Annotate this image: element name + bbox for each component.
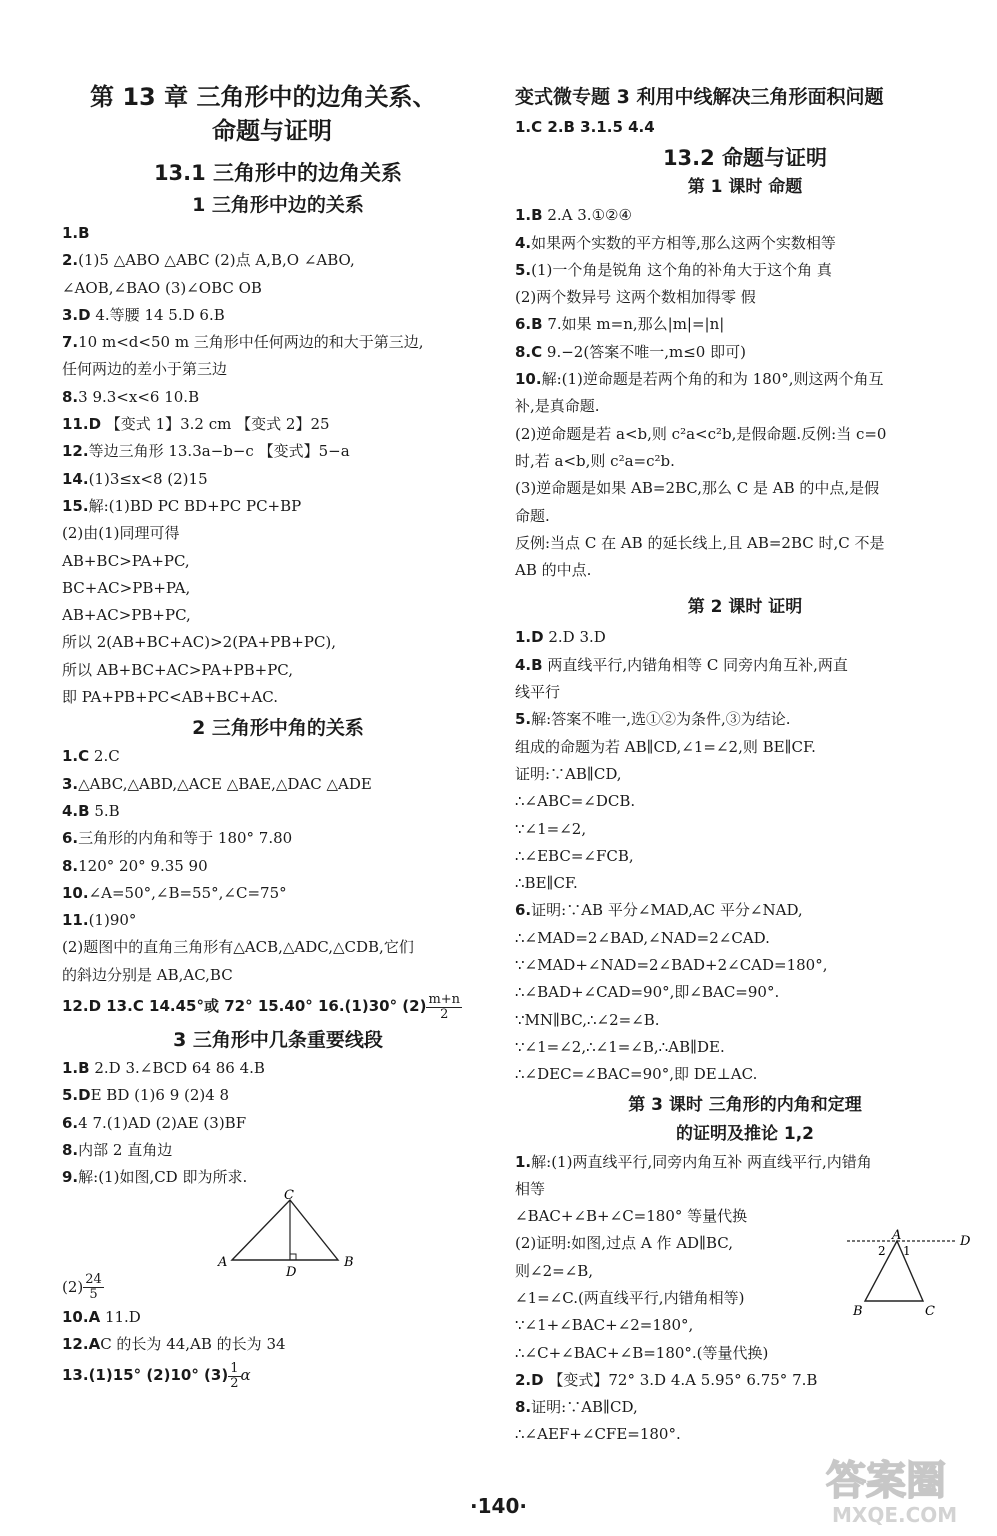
subsection-3-title: 3 三角形中几条重要线段 [173, 1029, 383, 1052]
answer-line: ∠1=∠C.(两直线平行,内错角相等) [515, 1288, 745, 1307]
section-13-1-title: 13.1 三角形中的边角关系 [153, 161, 403, 185]
answer-line: 所以 AB+BC+AC>PA+PB+PC, [62, 660, 294, 679]
answer-9-2: (2) [62, 1277, 84, 1296]
answer-line: ∠AOB,∠BAO (3)∠OBC OB [62, 278, 262, 297]
answer-line: (2)两个数异号 这两个数相加得零 假 [515, 288, 756, 307]
lesson-3-title-line1: 第 3 课时 三角形的内角和定理 [628, 1094, 862, 1115]
answer-line: 的斜边分别是 AB,AC,BC [62, 965, 233, 984]
answer-line: 7.10 m<d<50 m 三角形中任何两边的和大于第三边, [62, 333, 424, 352]
lesson-2-answers [515, 624, 975, 1088]
fraction [426, 993, 462, 1022]
fig2-angle-2: 2 [878, 1243, 886, 1258]
answer-line: 12.AC 的长为 44,AB 的长为 34 [62, 1334, 286, 1353]
fraction [83, 1273, 104, 1302]
answer-line: 6.证明:∵AB 平分∠MAD,AC 平分∠NAD, [515, 901, 803, 920]
watermark-logo [820, 1448, 985, 1528]
answer-line: 时,若 a<b,则 c²a=c²b. [515, 451, 675, 470]
answer-line: 1.B 2.A 3.①②④ [515, 206, 632, 225]
answer-line: 14.(1)3≤x<8 (2)15 [62, 469, 208, 488]
fig2-angle-1: 1 [903, 1243, 911, 1258]
answer-line: 2.D 【变式】72° 3.D 4.A 5.95° 6.75° 7.B [515, 1370, 818, 1389]
answer-12-16: 12.D 13.C 14.45°或 72° 15.40° 16.(1)30° (2) [62, 997, 427, 1016]
answer-13: 13.(1)15° (2)10° (3) [62, 1366, 229, 1385]
answer-line: ∴∠MAD=2∠BAD,∠NAD=2∠CAD. [515, 928, 770, 947]
fraction [228, 1362, 240, 1391]
answer-line: ∴BE∥CF. [515, 874, 578, 893]
lesson-3-block [515, 1149, 975, 1449]
answer-line: 12.等边三角形 13.3a−b−c 【变式】5−a [62, 442, 350, 461]
topic-title: 变式微专题 3 利用中线解决三角形面积问题 [515, 86, 884, 108]
answer-line: 1.解:(1)两直线平行,同旁内角互补 两直线平行,内错角 [515, 1152, 872, 1171]
answer-line: 15.解:(1)BD PC BD+PC PC+BP [62, 496, 302, 515]
answer-line: AB+BC>PA+PC, [62, 551, 190, 570]
subsection-3-answers [62, 1055, 494, 1191]
subsection-1-answers [62, 220, 494, 711]
fraction-numerator: 1 [230, 1360, 239, 1376]
answer-line: 则∠2=∠B, [515, 1261, 594, 1280]
answer-line: 5.(1)一个角是锐角 这个角的补角大于这个角 真 [515, 260, 832, 279]
fraction-numerator: 24 [85, 1272, 102, 1287]
fig2-label-b: B [853, 1303, 863, 1319]
lesson-2-title: 第 2 课时 证明 [687, 597, 803, 618]
answer-line: 5.解:答案不唯一,选①②为条件,③为结论. [515, 710, 791, 729]
fig2-label-a: A [892, 1227, 902, 1243]
topic-answers: 1.C 2.B 3.1.5 4.4 [515, 118, 655, 136]
answer-line: AB+AC>PB+PC, [62, 606, 191, 625]
answer-line: BC+AC>PB+PA, [62, 578, 191, 597]
answer-line: ∠BAC+∠B+∠C=180° 等量代换 [515, 1207, 748, 1226]
answer-line: 线平行 [515, 683, 561, 702]
answer-line: 8.C 9.−2(答案不唯一,m≤0 即可) [515, 342, 746, 361]
answer-line: 所以 2(AB+BC+AC)>2(PA+PB+PC), [62, 633, 337, 652]
answer-line: 1.B 2.D 3.∠BCD 64 86 4.B [62, 1059, 265, 1078]
lesson-1-title: 第 1 课时 命题 [687, 177, 803, 198]
fig1-label-c: C [284, 1187, 294, 1203]
answer-line: 8.3 9.3<x<6 10.B [62, 387, 200, 406]
answer-line: ∵∠1=∠2, [515, 819, 587, 838]
answer-line: ∴∠DEC=∠BAC=90°,即 DE⊥AC. [515, 1065, 758, 1084]
answer-line: ∴∠AEF+∠CFE=180°. [515, 1425, 681, 1444]
answer-line: 命题. [515, 506, 550, 525]
answer-line: 组成的命题为若 AB∥CD,∠1=∠2,则 BE∥CF. [515, 737, 816, 756]
answer-line: 2.(1)5 △ABO △ABC (2)点 A,B,O ∠ABO, [62, 251, 355, 270]
answer-line: ∴∠C+∠BAC+∠B=180°.(等量代换) [515, 1343, 769, 1362]
answer-line: 8.证明:∵AB∥CD, [515, 1398, 638, 1417]
answer-line: (3)逆命题是如果 AB=2BC,那么 C 是 AB 的中点,是假 [515, 479, 880, 498]
answer-line: 5.DE BD (1)6 9 (2)4 8 [62, 1086, 230, 1105]
answer-line: ∵∠1=∠2,∴∠1=∠B,∴AB∥DE. [515, 1037, 725, 1056]
answer-line [62, 1358, 494, 1392]
answer-line: 4.如果两个实数的平方相等,那么这两个实数相等 [515, 233, 836, 252]
page-number: ·140· [470, 1494, 527, 1518]
subsection-2-answers [62, 743, 494, 989]
answer-line: 6.三角形的内角和等于 180° 7.80 [62, 829, 293, 848]
subsection-1-title: 1 三角形中边的关系 [192, 194, 364, 216]
answer-line: ∴∠BAD+∠CAD=90°,即∠BAC=90°. [515, 983, 780, 1002]
answer-line: 反例:当点 C 在 AB 的延长线上,且 AB=2BC 时,C 不是 [515, 533, 885, 552]
answer-line: 10.解:(1)逆命题是若两个角的和为 180°,则这两个角互 [515, 370, 884, 389]
subsection-3-answers-more [62, 1304, 494, 1359]
answer-line: 1.B [62, 224, 90, 242]
answer-line: AB 的中点. [515, 561, 592, 580]
answer-line: 10.A 11.D [62, 1307, 141, 1326]
fig2-label-c: C [925, 1303, 935, 1319]
right-column [515, 80, 975, 1449]
watermark-url: MXQE.COM [832, 1503, 958, 1527]
answer-line: 11.D 【变式 1】3.2 cm 【变式 2】25 [62, 415, 330, 434]
answer-line: 9.解:(1)如图,CD 即为所求. [62, 1168, 248, 1187]
answer-line: 4.B 5.B [62, 801, 120, 820]
fig2-label-d: D [960, 1233, 971, 1249]
subsection-2-title: 2 三角形中角的关系 [192, 717, 364, 740]
fraction-denominator: 2 [440, 1006, 449, 1022]
answer-line [62, 1270, 494, 1304]
answer-line: (2)证明:如图,过点 A 作 AD∥BC, [515, 1234, 734, 1253]
lesson-1-answers [515, 202, 975, 584]
answer-line: 3.D 4.等腰 14 5.D 6.B [62, 305, 225, 324]
fig1-label-b: B [344, 1254, 354, 1270]
answer-line: 1.C 2.C [62, 747, 120, 766]
answer-line: 即 PA+PB+PC<AB+BC+AC. [62, 688, 279, 707]
answer-line: 3.△ABC,△ABD,△ACE △BAE,△DAC △ADE [62, 774, 372, 793]
answer-line: 8.内部 2 直角边 [62, 1140, 173, 1159]
answer-line: 证明:∵AB∥CD, [515, 764, 622, 783]
answer-line: ∵MN∥BC,∴∠2=∠B. [515, 1010, 660, 1029]
answer-line: (2)由(1)同理可得 [62, 524, 180, 543]
answer-line: 4.B 两直线平行,内错角相等 C 同旁内角互补,两直 [515, 655, 848, 674]
fig1-label-d: D [286, 1264, 297, 1280]
answer-line: ∵∠MAD+∠NAD=2∠BAD+2∠CAD=180°, [515, 956, 828, 975]
left-column [62, 80, 494, 1392]
answer-line: 补,是真命题. [515, 397, 600, 416]
section-13-2-title: 13.2 命题与证明 [662, 146, 828, 171]
fraction-denominator: 2 [230, 1375, 239, 1391]
answer-line: 1.D 2.D 3.D [515, 628, 606, 647]
answer-line: 6.4 7.(1)AD (2)AE (3)BF [62, 1113, 247, 1132]
answer-line: (2)逆命题是若 a<b,则 c²a<c²b,是假命题.反例:当 c=0 [515, 424, 887, 443]
answer-line: 8.120° 20° 9.35 90 [62, 856, 208, 875]
chapter-title-line1: 第 13 章 三角形中的边角关系、 [90, 83, 437, 111]
triangle-figure-parallel [845, 1229, 975, 1319]
answer-line: 6.B 7.如果 m=n,那么|m|=|n| [515, 315, 725, 334]
fraction-numerator: m+n [428, 991, 461, 1007]
answer-line [62, 989, 494, 1023]
lesson-3-title-line2: 的证明及推论 1,2 [675, 1123, 815, 1144]
answer-line: (2)题图中的直角三角形有△ACB,△ADC,△CDB,它们 [62, 938, 414, 957]
answer-line: 任何两边的差小于第三边 [62, 360, 228, 379]
answer-line: 11.(1)90° [62, 911, 137, 930]
alpha-symbol: α [240, 1366, 251, 1385]
answer-line: ∴∠EBC=∠FCB, [515, 846, 634, 865]
answer-line: 相等 [515, 1179, 546, 1198]
fig1-label-a: A [218, 1254, 228, 1270]
answer-line: 10.∠A=50°,∠B=55°,∠C=75° [62, 883, 287, 902]
answer-line: ∴∠ABC=∠DCB. [515, 792, 636, 811]
answer-line: ∵∠1+∠BAC+∠2=180°, [515, 1316, 694, 1335]
watermark-text: 答案圈 [826, 1458, 946, 1504]
chapter-title-line2: 命题与证明 [212, 117, 332, 145]
fraction-denominator: 5 [89, 1287, 98, 1302]
